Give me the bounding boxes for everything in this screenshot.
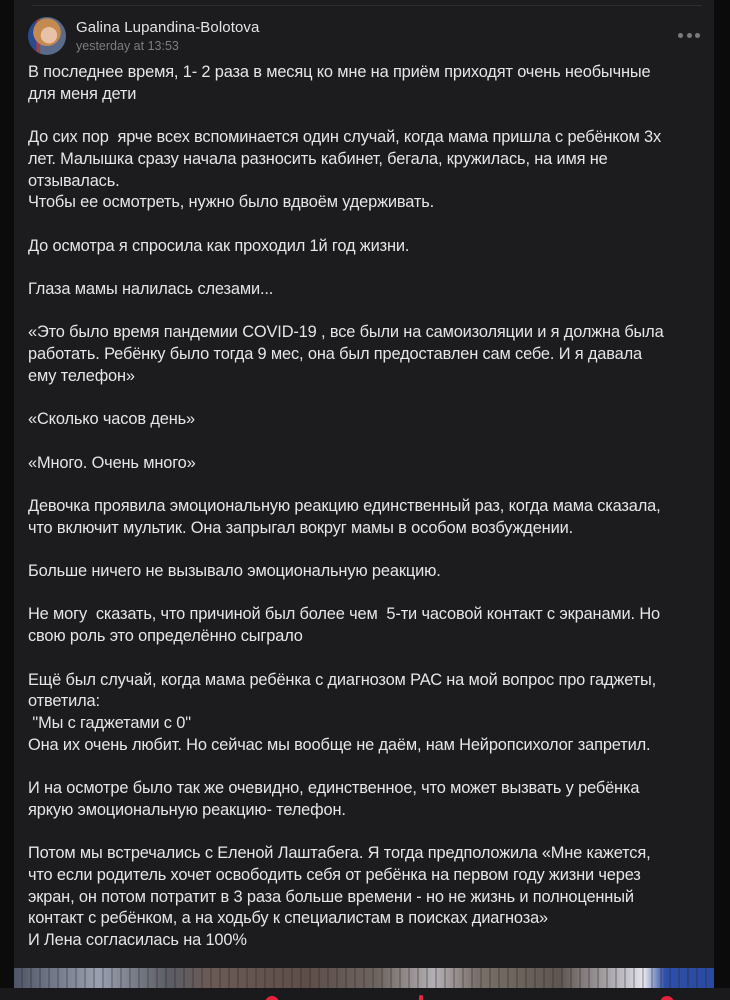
dot-icon	[687, 33, 692, 38]
post-paragraph	[28, 62, 704, 105]
dot-icon	[695, 33, 700, 38]
post-paragraph	[28, 453, 704, 475]
post-paragraph	[28, 127, 704, 214]
action-bar	[0, 988, 730, 1000]
text-line: что если родитель хочет освободить себя от ребёнка на первом году жизни через	[28, 865, 641, 884]
text-line: отзывалась.	[28, 171, 120, 190]
post-paragraph	[28, 409, 704, 431]
text-line: Потом мы встречались с Еленой Лаштабега. Я тогда предположила «Мне кажется,	[28, 844, 651, 863]
text-line: И на осмотре было так же очевидно, единственное, что может вызвать у ребёнка	[28, 779, 640, 798]
text-line: работать. Ребёнку было тогда 9 мес, она был предоставлен сам себе. И я давала	[28, 345, 642, 364]
text-line: В последнее время, 1- 2 раза в месяц ко мне на приём приходят очень необычные	[28, 63, 651, 81]
photo-attachment[interactable]	[14, 968, 714, 988]
text-line: Она их очень любит. Но сейчас мы вообще не даём, нам Нейропсихолог запретил.	[28, 735, 651, 754]
like-icon[interactable]	[265, 996, 279, 1000]
more-options-icon[interactable]	[678, 28, 700, 42]
text-line: яркую эмоциональную реакцию- телефон.	[28, 800, 346, 819]
text-line: И Лена согласилась на 100%	[28, 930, 247, 949]
post-header	[28, 16, 700, 56]
post-paragraph	[28, 778, 704, 821]
text-line: «Много. Очень много»	[28, 453, 196, 472]
text-line: что включит мультик. Она запрыгал вокруг мамы в особом возбуждении.	[28, 518, 573, 537]
text-line: До осмотра я спросила как проходил 1й год жизни.	[28, 236, 410, 255]
comment-icon[interactable]	[419, 995, 423, 1000]
text-line: Чтобы ее осмотреть, нужно было вдвоём удерживать.	[28, 193, 435, 212]
text-line: свою роль это определённо сыграло	[28, 627, 303, 646]
avatar[interactable]	[28, 17, 66, 55]
text-line: «Сколько часов день»	[28, 410, 195, 429]
text-line: Глаза мамы налилась слезами...	[28, 279, 274, 298]
post-paragraph	[28, 561, 704, 583]
text-line: ему телефон»	[28, 366, 135, 385]
text-line: ответила:	[28, 692, 100, 711]
post-paragraph	[28, 236, 704, 258]
post-paragraph	[28, 279, 704, 301]
post-paragraph	[28, 604, 704, 647]
post-paragraph	[28, 322, 704, 387]
post-paragraph	[28, 496, 704, 539]
text-line: Ещё был случай, когда мама ребёнка с диагнозом РАС на мой вопрос про гаджеты,	[28, 670, 657, 689]
text-line: "Мы с гаджетами с 0"	[28, 713, 191, 732]
text-line: До сих пор ярче всех вспоминается один случай, когда мама пришла с ребёнком 3х	[28, 128, 662, 147]
post-card	[14, 0, 714, 988]
text-line: экран, он потом потратит в 3 раза больше времени - но не жизнь и полноценный	[28, 887, 634, 906]
post-text	[28, 62, 704, 952]
post-paragraph	[28, 670, 704, 757]
text-line: лет. Малышка сразу начала разносить кабинет, бегала, кружилась, на имя не	[28, 149, 608, 168]
text-line: Больше ничего не вызывало эмоциональную реакцию.	[28, 562, 441, 581]
divider	[32, 5, 702, 6]
post-timestamp[interactable]: yesterday at 13:53	[76, 38, 179, 53]
dot-icon	[678, 33, 683, 38]
text-line: «Это было время пандемии COVID-19 , все были на самоизоляции и я должна была	[28, 323, 664, 342]
text-line: для меня дети	[28, 84, 137, 103]
text-line: Девочка проявила эмоциональную реакцию единственный раз, когда мама сказала,	[28, 496, 661, 515]
text-line: Не могу сказать, что причиной был более чем 5-ти часовой контакт с экранами. Но	[28, 605, 660, 624]
post-paragraph	[28, 843, 704, 952]
author-name-link[interactable]: Galina Lupandina-Bolotova	[76, 18, 260, 36]
text-line: контакт с ребёнком, а на ходьбу к специалистам в поисках диагноза»	[28, 909, 549, 928]
share-icon[interactable]	[660, 996, 674, 1000]
author-block	[76, 19, 259, 54]
